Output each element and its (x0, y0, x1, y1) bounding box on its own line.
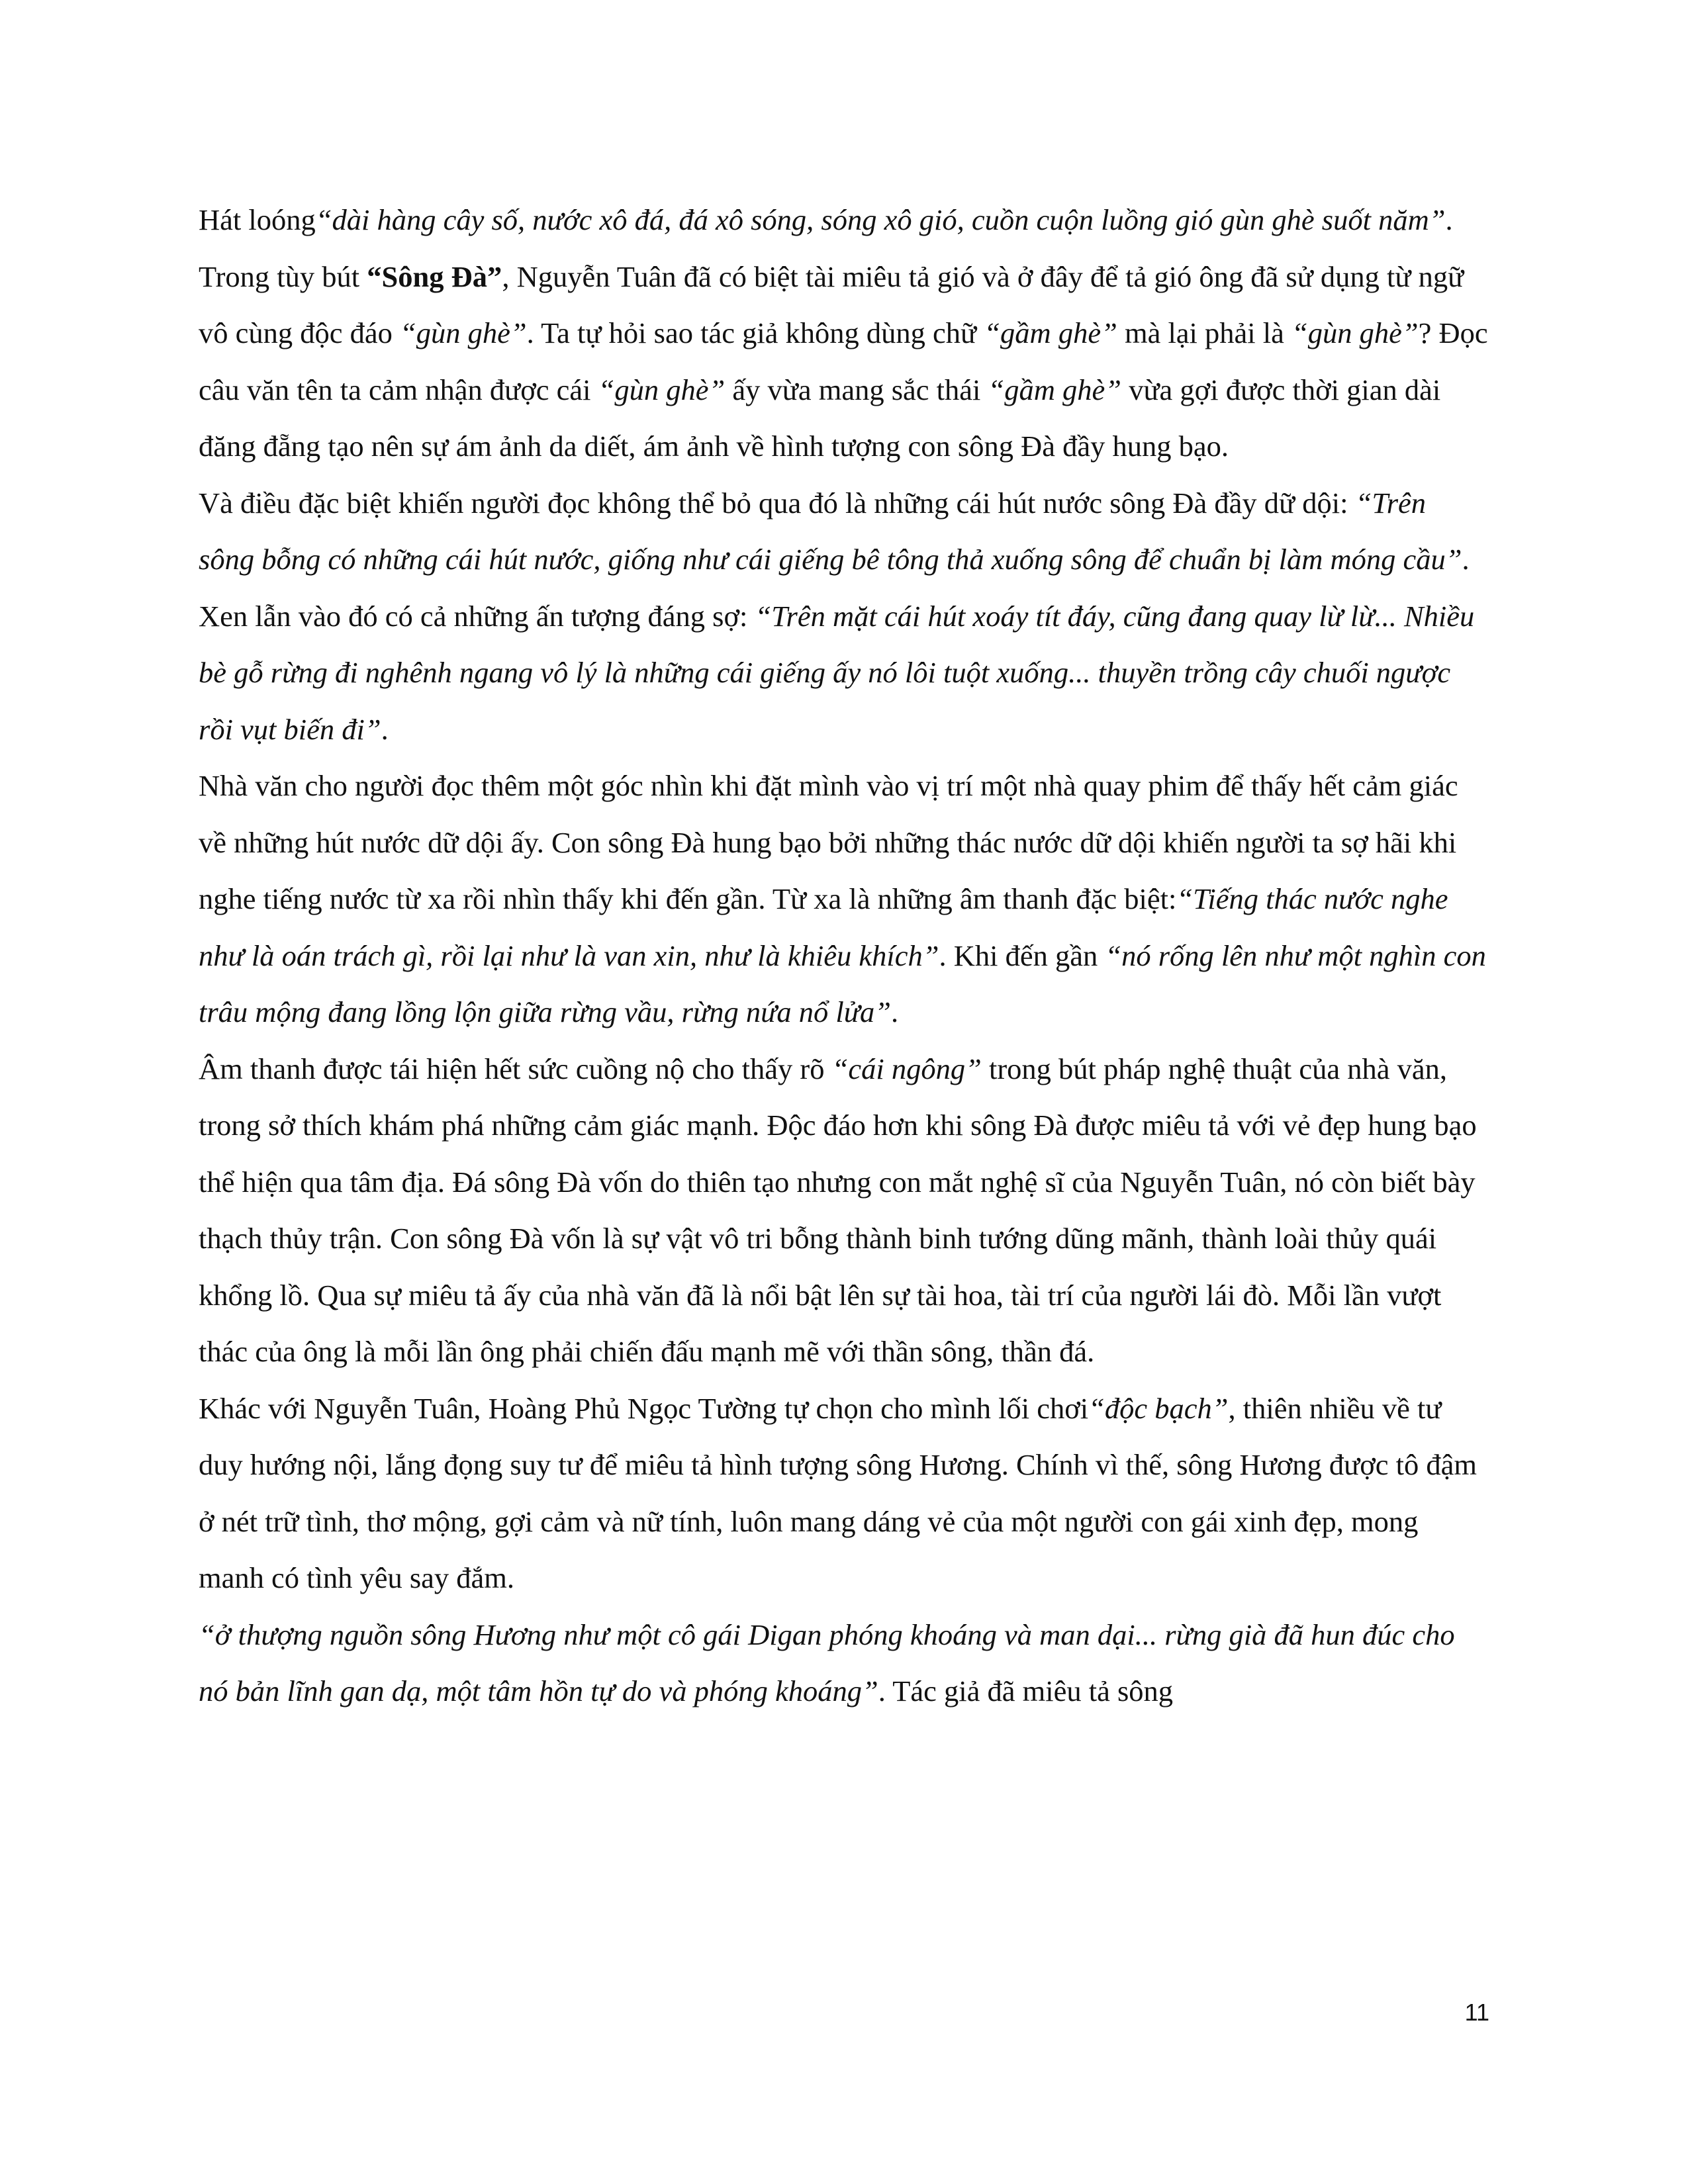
text-segment: . Khi đến gần (939, 938, 1105, 972)
text-segment: trong bút pháp nghệ thuật của nhà văn, trong sở thích khám phá những cảm giác mạnh. Độc đáo hơn khi sông Đà được miêu tả với vẻ đẹp hung bạo thể hiện qua tâm địa. Đá sông Đà vốn do thiên tạo nhưng con mắt nghệ sĩ của Nguyễn Tuân, nó còn biết bày thạch thủy trận. Con sông Đà vốn là sự vật vô tri bỗng thành binh tướng dũng mãnh, thành loài thủy quái khổng lồ. Qua sự miêu tả ấy của nhà văn đã là nổi bật lên sự tài hoa, tài trí của người lái đò. Mỗi lần vượt thác của ông là mỗi lần ông phải chiến đấu mạnh mẽ với thần sông, thần đá. (199, 1052, 1477, 1368)
text-segment: . (381, 712, 389, 746)
text-segment: . Xen lẫn vào đó có cả những ấn tượng đáng sợ: (199, 543, 1470, 633)
work-title: “Sông Đà” (367, 259, 502, 293)
text-segment: . (891, 995, 899, 1028)
quote-segment: “gầm ghè” (984, 316, 1117, 349)
text-segment: ? Đọc câu văn tên ta cảm nhận được cái (199, 316, 1488, 406)
text-segment: , Nguyễn Tuân đã có biệt tài miêu tả gió và ở đây để tả gió ông đã sử dụng từ ngữ vô cùng độc đáo (199, 259, 1464, 349)
quote-segment: “nó rống lên như một nghìn con trâu mộng đang lồng lộn giữa rừng vầu, rừng nứa nổ lửa” (199, 938, 1486, 1028)
quote-segment: “Tiếng thác nước nghe như là oán trách gì, rồi lại như là van xin, như là khiêu khích” (199, 882, 1448, 972)
quote-segment: “gùn ghè” (400, 316, 527, 349)
paragraph-song-huong (199, 1381, 1488, 1607)
body-text (199, 192, 1488, 1720)
text-segment: Hát loóng (199, 203, 316, 236)
quote-segment: “gầm ghè” (988, 373, 1122, 406)
quote-segment: “gùn ghè” (598, 373, 726, 406)
paragraph-sound (199, 1041, 1488, 1381)
quote-segment: “cái ngông” (831, 1052, 982, 1085)
text-segment: Trong tùy bút (199, 259, 367, 293)
quote-segment: “Trên mặt cái hút xoáy tít đáy, cũng đang quay lừ lừ... Nhiều bè gỗ rừng đi nghênh ngang vô lý là những cái giếng ấy nó lôi tuột xuống... thuyền trồng cây chuối ngược rồi vụt biến đi” (199, 599, 1475, 746)
text-segment: , thiên nhiều về tư duy hướng nội, lắng đọng suy tư để miêu tả hình tượng sông Hương. Chính vì thế, sông Hương được tô đậm ở nét trữ tình, thơ mộng, gợi cảm và nữ tính, luôn mang dáng vẻ của một người con gái xinh đẹp, mong manh có tình yêu say đắm. (199, 1391, 1477, 1594)
text-segment: ấy vừa mang sắc thái (725, 373, 988, 406)
quote-segment: “độc bạch” (1088, 1391, 1229, 1425)
paragraph-waterfalls (199, 758, 1488, 1041)
paragraph-song-da-wind (199, 249, 1488, 475)
text-segment: Âm thanh được tái hiện hết sức cuồng nộ cho thấy rõ (199, 1052, 832, 1085)
text-segment: . (1445, 203, 1453, 236)
paragraph-upstream (199, 1607, 1488, 1720)
quote-segment: “ở thượng nguồn sông Hương như một cô gái Digan phóng khoáng và man dại... rừng già đã hun đúc cho nó bản lĩnh gan dạ, một tâm hồn tự do và phóng khoáng” (199, 1617, 1455, 1707)
text-segment: Nhà văn cho người đọc thêm một góc nhìn khi đặt mình vào vị trí một nhà quay phim để thấy hết cảm giác về những hút nước dữ dội ấy. Con sông Đà hung bạo bởi những thác nước dữ dội khiến người ta sợ hãi khi nghe tiếng nước từ xa rồi nhìn thấy khi đến gần. Từ xa là những âm thanh đặc biệt: (199, 769, 1458, 915)
text-segment: Khác với Nguyễn Tuân, Hoàng Phủ Ngọc Tường tự chọn cho mình lối chơi (199, 1391, 1089, 1425)
quote-segment: “Trên sông bỗng có những cái hút nước, giống như cái giếng bê tông thả xuống sông để chuẩn bị làm móng cầu” (199, 486, 1462, 576)
quote-segment: “dài hàng cây số, nước xô đá, đá xô sóng, sóng xô gió, cuồn cuộn luồng gió gùn ghè suốt năm” (315, 203, 1446, 236)
page-number: 11 (1464, 1999, 1489, 2026)
text-segment: . Ta tự hỏi sao tác giả không dùng chữ (526, 316, 984, 349)
text-segment: . Tác giả đã miêu tả sông (878, 1674, 1174, 1707)
text-segment: mà lại phải là (1117, 316, 1292, 349)
paragraph-whirlpools (199, 475, 1488, 758)
paragraph-hat-loong (199, 192, 1488, 249)
text-segment: Và điều đặc biệt khiến người đọc không thể bỏ qua đó là những cái hút nước sông Đà đầy dữ dội: (199, 486, 1356, 520)
quote-segment: “gùn ghè” (1291, 316, 1419, 349)
text-segment: vừa gợi được thời gian dài đăng đẵng tạo nên sự ám ảnh da diết, ám ảnh về hình tượng con sông Đà đầy hung bạo. (199, 373, 1441, 463)
